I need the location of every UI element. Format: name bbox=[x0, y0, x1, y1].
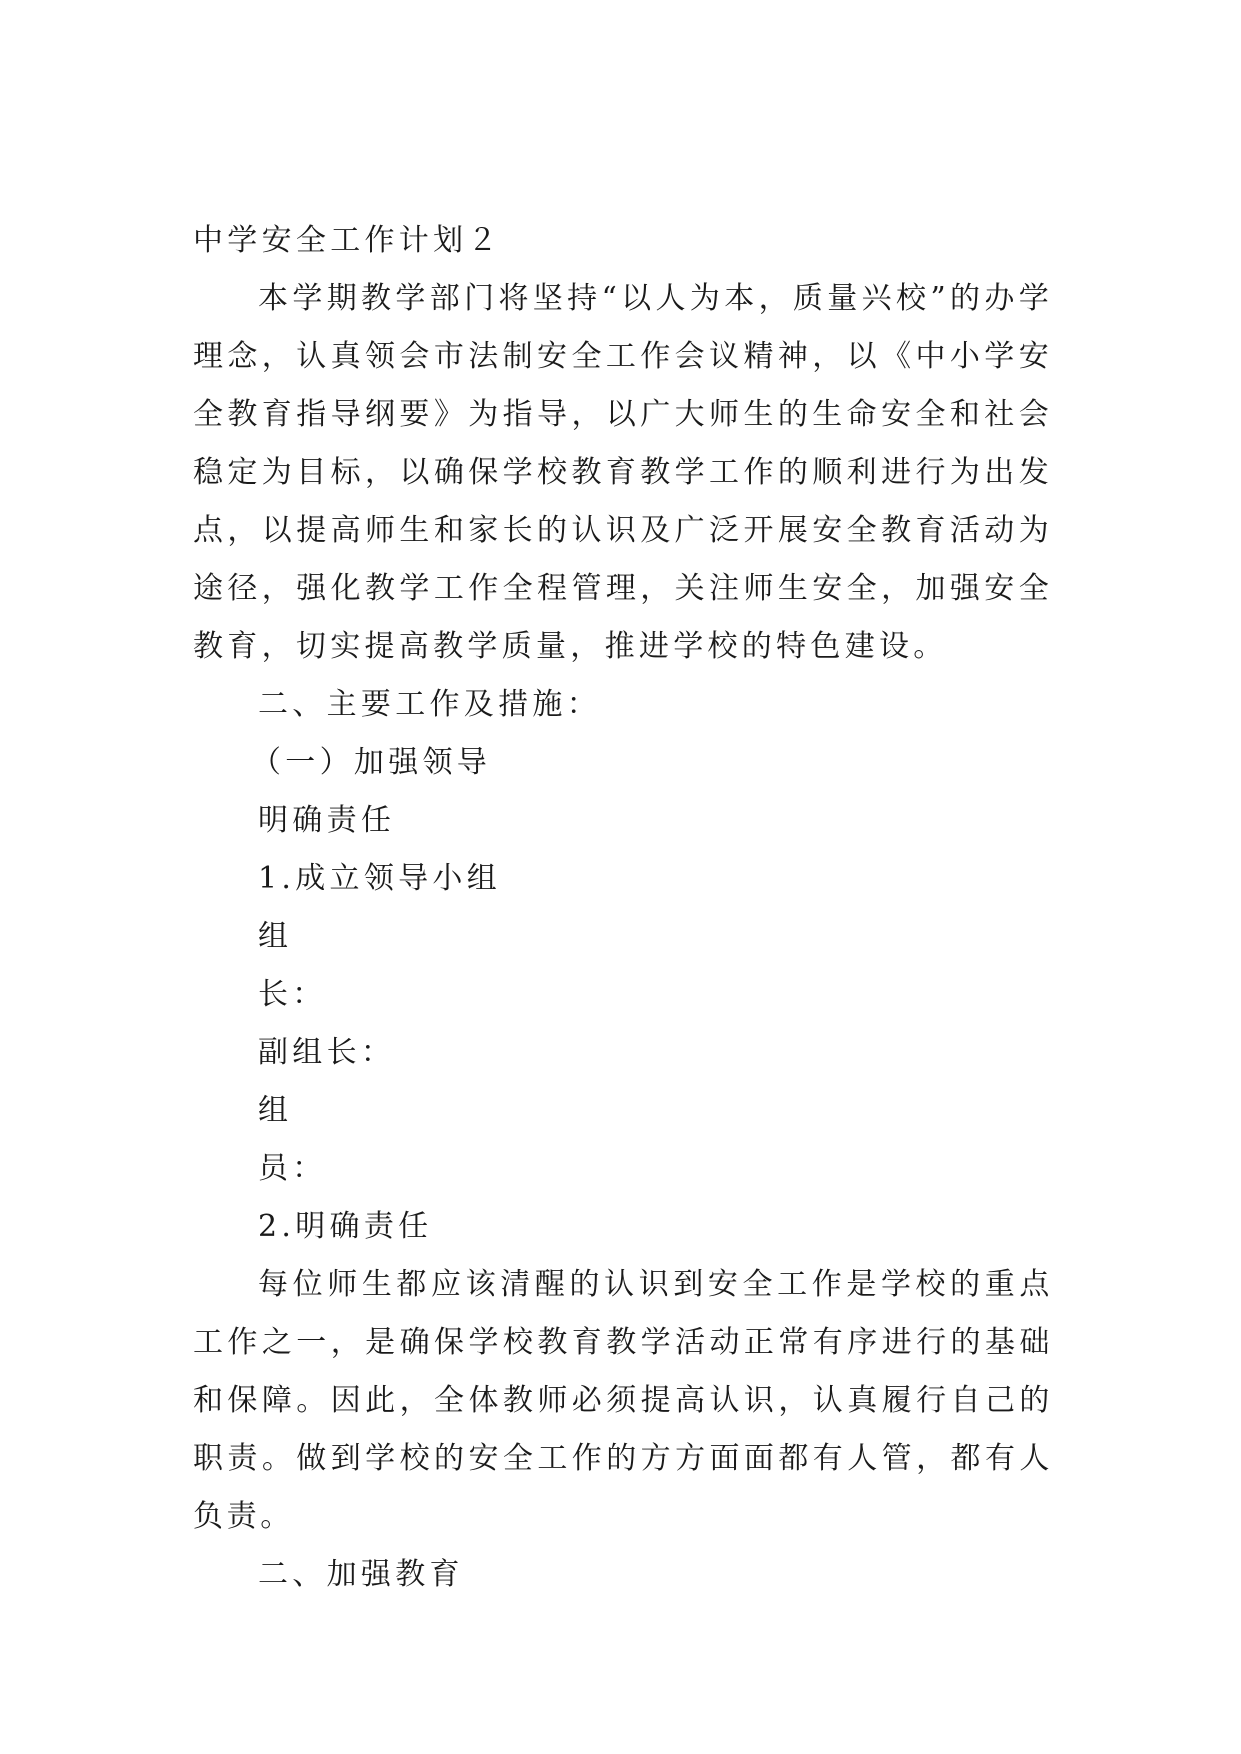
section-heading-strengthen-education: 二、加强教育 bbox=[258, 1557, 464, 1592]
intro-paragraph: 本学期教学部门将坚持“以人为本，质量兴校”的办学理念，认真领会市法制安全工作会议精神，以《中小学安全教育指导纲要》为指导，以广大师生的生命安全和社会稳定为目标，以确保学校教育教学工作的顺利进行为出发点，以提高师生和家长的认识及广泛开展安全教育活动为途径，强化教学工作全程管理，关注师生安全，加强安全教育，切实提高教学质量，推进学校的特色建设。 bbox=[193, 281, 1053, 664]
leader-label-part1: 组 bbox=[258, 919, 293, 954]
item-heading-leadership-group: 1.成立领导小组 bbox=[258, 861, 502, 896]
item-heading-clarify-responsibility: 2.明确责任 bbox=[258, 1209, 433, 1244]
member-label-part1: 组 bbox=[258, 1093, 293, 1128]
document-body bbox=[193, 212, 1053, 1604]
responsibility-paragraph: 每位师生都应该清醒的认识到安全工作是学校的重点工作之一，是确保学校教育教学活动正常有序进行的基础和保障。因此，全体教师必须提高认识，认真履行自己的职责。做到学校的安全工作的方方面面都有人管，都有人负责。 bbox=[193, 1267, 1053, 1534]
vice-leader-label: 副组长： bbox=[258, 1035, 396, 1070]
leader-label-part2: 长： bbox=[258, 977, 327, 1012]
member-label-part2: 员： bbox=[258, 1151, 327, 1186]
section-heading-main-work: 二、主要工作及措施： bbox=[258, 687, 601, 722]
subsection-heading-leadership: （一）加强领导 bbox=[251, 745, 492, 780]
subsection-heading-responsibility: 明确责任 bbox=[258, 803, 396, 838]
document-title: 中学安全工作计划２ bbox=[193, 223, 502, 258]
